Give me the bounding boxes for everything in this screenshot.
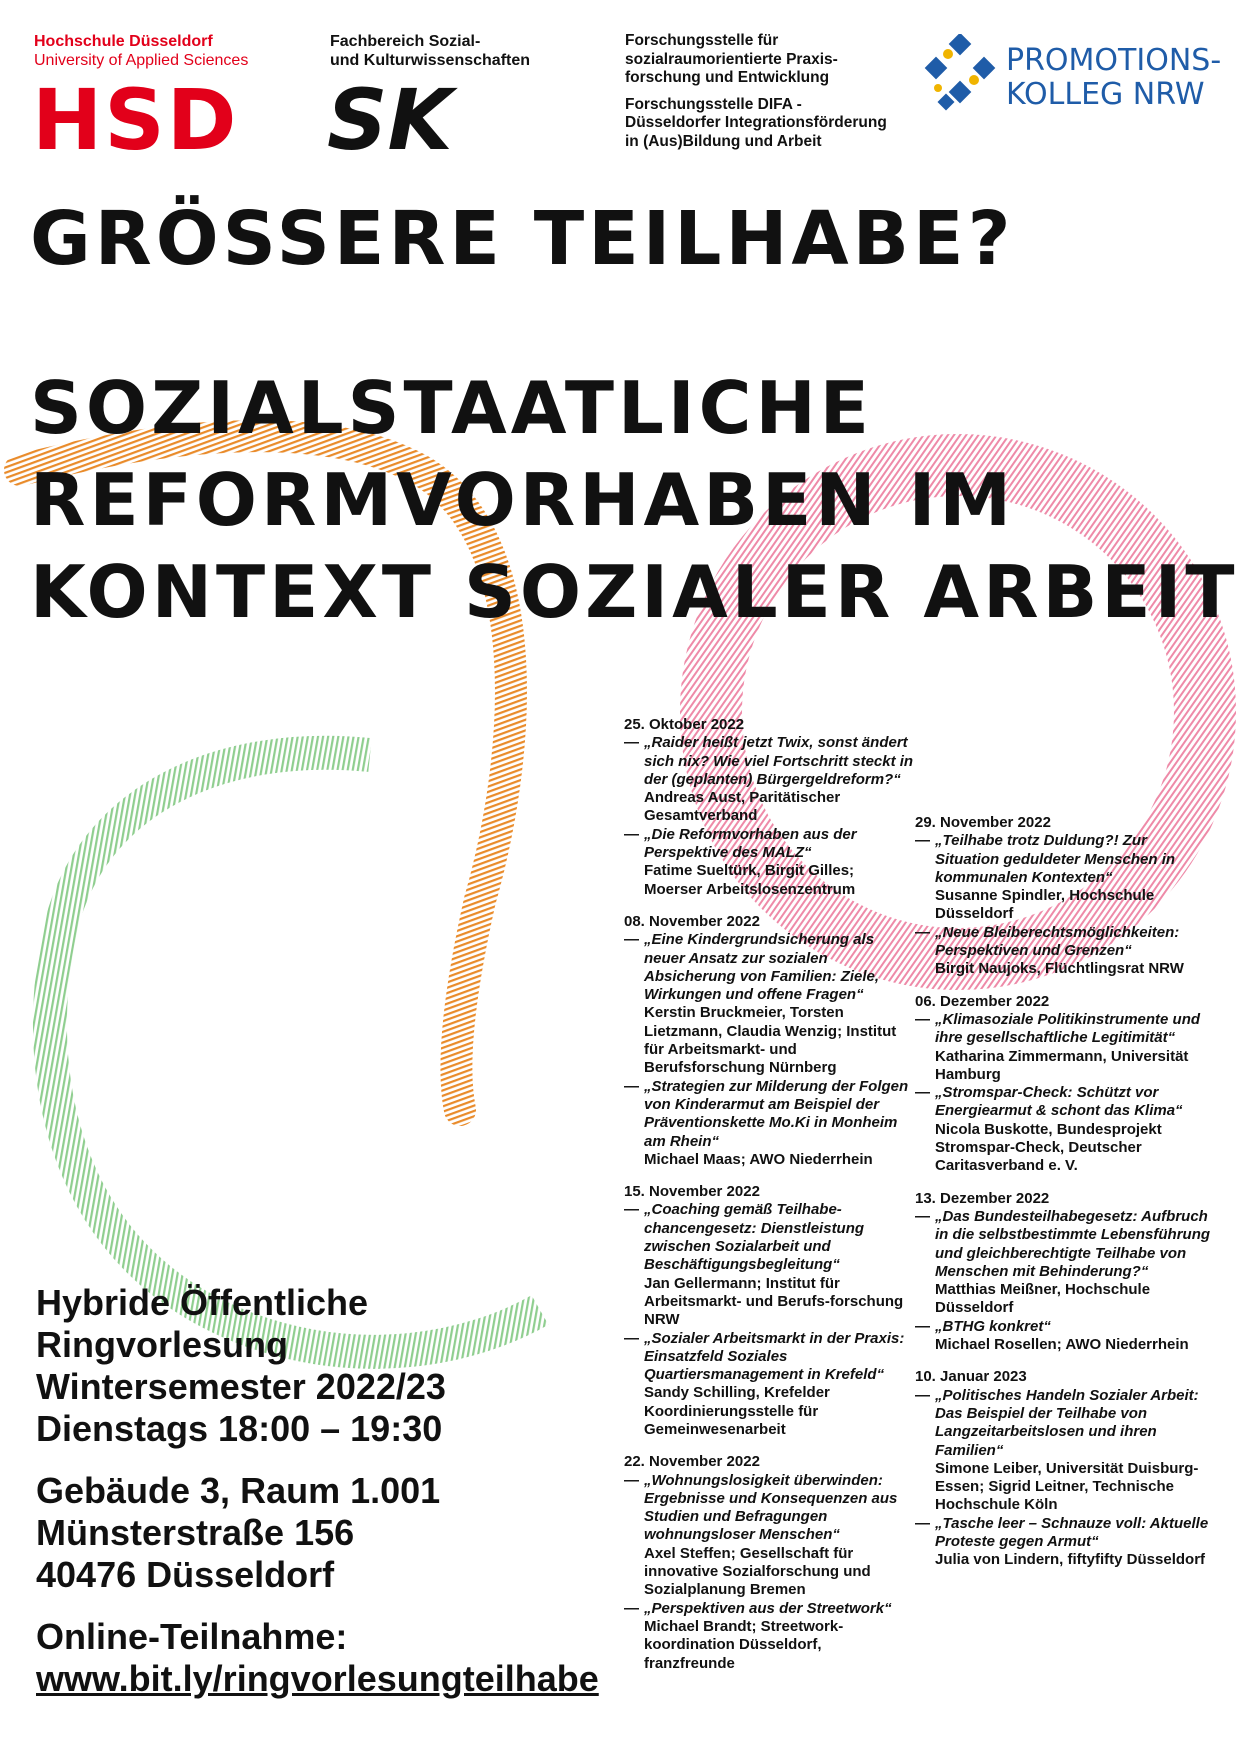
- dash-marker: —: [624, 1599, 639, 1617]
- main-question: GRÖSSERE TEILHABE?: [30, 196, 1015, 282]
- talk-title: „BTHG konkret“: [935, 1317, 1051, 1335]
- dash-marker: —: [915, 923, 930, 941]
- talk-speaker: Julia von Lindern, fiftyfifty Düsseldorf: [935, 1551, 1206, 1569]
- dash-marker: —: [915, 1084, 930, 1102]
- talk: [915, 1318, 1215, 1355]
- talk: [915, 1011, 1215, 1084]
- talk-title: „Teilhabe trotz Duldung?! Zur Situation geduldeter Menschen in kommunalen Kontexten“: [935, 832, 1176, 886]
- research-unit-1: [625, 32, 887, 88]
- talk: [624, 734, 916, 825]
- talk-speaker: Sandy Schilling, Krefelder Koordinierungsstelle für Gemeinwesenarbeit: [644, 1384, 830, 1438]
- dash-marker: —: [624, 1471, 639, 1489]
- research-unit-1-line-2: sozialraumorientierte Praxis-: [625, 50, 838, 68]
- sk-logo: SK: [327, 71, 453, 169]
- dash-marker: —: [624, 1329, 639, 1347]
- title-line-3: KONTEXT SOZIALER ARBEIT: [30, 550, 1239, 634]
- talk-title: „Die Reformvorhaben aus der Perspektive des MALZ“: [644, 825, 857, 862]
- talk-title: „Sozialer Arbeitsmarkt in der Praxis: Einsatzfeld Soziales Quartiersmanagement in Krefeld“: [644, 1329, 905, 1384]
- session-date: 08. November 2022: [624, 912, 760, 930]
- talk: [915, 1208, 1215, 1318]
- event-info: [36, 1282, 636, 1720]
- talk-title: „Eine Kindergrundsicherung als neuer Ansatz zur sozialen Absicherung von Familien: Ziele, Wirkungen und offene Fragen“: [644, 931, 880, 1004]
- talk: [624, 1078, 916, 1169]
- event-online: [36, 1616, 636, 1700]
- dash-marker: —: [915, 1010, 930, 1028]
- talk-speaker: Susanne Spindler, Hochschule Düsseldorf: [935, 887, 1155, 923]
- dash-marker: —: [624, 931, 639, 949]
- talk: [624, 931, 916, 1077]
- schedule-column-left: [624, 716, 916, 1687]
- session: [624, 913, 916, 1169]
- session: [915, 814, 1215, 979]
- online-link[interactable]: www.bit.ly/ringvorlesungteilhabe: [36, 1658, 599, 1699]
- session-date: 10. Januar 2023: [915, 1368, 1027, 1386]
- talk-speaker: Jan Gellermann; Institut für Arbeitsmarkt- und Berufs-forschung NRW: [644, 1274, 904, 1329]
- talk-title: „Strategien zur Milderung der Folgen von Kinderarmut am Beispiel der Präventionskette Mo.Ki in Monheim am Rhein“: [644, 1077, 909, 1150]
- hsd-name: Hochschule Düsseldorf: [34, 33, 213, 50]
- dash-marker: —: [915, 1207, 930, 1225]
- research-unit-1-line-1: Forschungsstelle für: [625, 32, 779, 49]
- dash-marker: —: [624, 734, 639, 752]
- talk: [915, 832, 1215, 923]
- session-date: 25. Oktober 2022: [624, 716, 745, 733]
- talk-speaker: Kerstin Bruckmeier, Torsten Lietzmann, Claudia Wenzig; Institut für Arbeitsmarkt- und Berufsforschung Nürnberg: [644, 1004, 897, 1077]
- info-line-4: Dienstags 18:00 – 19:30: [36, 1408, 443, 1449]
- event-format: [36, 1282, 636, 1450]
- hsd-logo: HSD: [32, 71, 239, 169]
- talk: [915, 1084, 1215, 1175]
- talk-title: „Coaching gemäß Teilhabe-chancengesetz: Dienstleistung zwischen Sozialarbeit und Beschäftigungsbegleitung“: [644, 1201, 865, 1274]
- talk-speaker: Katharina Zimmermann, Universität Hamburg: [935, 1047, 1189, 1083]
- prom-line-2: KOLLEG NRW: [1006, 77, 1205, 112]
- talk-title: „Neue Bleiberechtsmöglichkeiten: Perspektiven und Grenzen“: [935, 923, 1180, 960]
- talk-title: „Stromspar-Check: Schützt vor Energiearmut & schont das Klima“: [935, 1084, 1183, 1120]
- main-title: [30, 362, 1239, 638]
- talk-speaker: Axel Steffen; Gesellschaft für innovative Sozialforschung und Sozialplanung Bremen: [644, 1544, 871, 1599]
- talk-speaker: Andreas Aust, Paritätischer Gesamtverband: [644, 789, 841, 825]
- talk-title: „Perspektiven aus der Streetwork“: [644, 1599, 892, 1617]
- talk-speaker: Nicola Buskotte, Bundesprojekt Stromspar-Check, Deutscher Caritasverband e. V.: [935, 1120, 1162, 1175]
- talk-speaker: Birgit Naujoks, Flüchtlingsrat NRW: [935, 960, 1184, 978]
- talk-title: „Klimasoziale Politikinstrumente und ihre gesellschaftliche Legitimität“: [935, 1010, 1201, 1047]
- info-line-3: Wintersemester 2022/23: [36, 1366, 446, 1407]
- session-date: 29. November 2022: [915, 814, 1051, 831]
- schedule-column-right: [915, 814, 1215, 1584]
- session: [624, 716, 916, 899]
- dash-marker: —: [915, 1317, 930, 1335]
- promotionskolleg-logo-icon: [918, 34, 1016, 126]
- talk-title: „Politisches Handeln Sozialer Arbeit: Das Beispiel der Teilhabe von Langzeitarbeitslosen und ihren Familien“: [935, 1386, 1199, 1459]
- talk-speaker: Michael Maas; AWO Niederrhein: [644, 1150, 873, 1168]
- faculty-header: [330, 32, 530, 70]
- session: [915, 1190, 1215, 1355]
- session: [624, 1183, 916, 1439]
- faculty-line-2: und Kulturwissenschaften: [330, 52, 531, 69]
- talk-title: „Wohnungslosigkeit überwinden: Ergebnisse und Konsequenzen aus Studien und Befragungen wohnungsloser Menschen“: [644, 1471, 898, 1544]
- info-line-1: Hybride Öffentliche: [36, 1282, 369, 1323]
- info-line-8: Online-Teilnahme:: [36, 1616, 348, 1657]
- research-unit-2-line-2: Düsseldorfer Integrationsförderung: [625, 114, 887, 131]
- research-unit-2-line-1: Forschungsstelle DIFA -: [625, 95, 802, 113]
- dash-marker: —: [624, 1201, 639, 1219]
- dash-marker: —: [624, 825, 639, 843]
- research-unit-2-line-3: in (Aus)Bildung und Arbeit: [625, 132, 822, 150]
- title-line-2: REFORMVORHABEN IM: [30, 458, 1016, 542]
- talk: [915, 1387, 1215, 1515]
- talk-speaker: Matthias Meißner, Hochschule Düsseldorf: [935, 1281, 1151, 1317]
- info-line-7: 40476 Düsseldorf: [36, 1554, 335, 1595]
- talk-title: „Raider heißt jetzt Twix, sonst ändert sich nix? Wie viel Fortschritt steckt in der (geplanten) Bürgergeldreform?“: [644, 734, 914, 788]
- talk: [915, 924, 1215, 979]
- title-line-1: SOZIALSTAATLICHE: [30, 366, 873, 450]
- talk-speaker: Simone Leiber, Universität Duisburg-Essen; Sigrid Leitner, Technische Hochschule Köln: [935, 1459, 1199, 1514]
- talk-speaker: Fatime Sueltürk, Birgit Gilles; Moerser Arbeitslosenzentrum: [644, 862, 856, 898]
- dash-marker: —: [915, 832, 930, 850]
- dash-marker: —: [915, 1514, 930, 1532]
- hsd-subtitle: University of Applied Sciences: [34, 52, 249, 69]
- promotionskolleg-name: [1006, 44, 1221, 112]
- talk-speaker: Michael Rosellen; AWO Niederrhein: [935, 1336, 1189, 1354]
- prom-line-1: PROMOTIONS-: [1006, 43, 1222, 78]
- dash-marker: —: [915, 1386, 930, 1404]
- talk: [624, 1600, 916, 1673]
- session-date: 13. Dezember 2022: [915, 1189, 1050, 1207]
- research-unit-2: [625, 96, 887, 152]
- talk: [624, 826, 916, 899]
- research-unit-1-line-3: forschung und Entwicklung: [625, 69, 830, 86]
- session: [915, 1368, 1215, 1569]
- faculty-line-1: Fachbereich Sozial-: [330, 33, 481, 50]
- talk: [624, 1472, 916, 1600]
- talk-speaker: Michael Brandt; Streetwork-koordination Düsseldorf, franzfreunde: [644, 1617, 844, 1672]
- talk: [915, 1515, 1215, 1570]
- hsd-header: [34, 32, 248, 70]
- research-units: [625, 32, 887, 151]
- info-line-2: Ringvorlesung: [36, 1324, 289, 1365]
- talk: [624, 1201, 916, 1329]
- session-date: 15. November 2022: [624, 1183, 760, 1201]
- session: [915, 993, 1215, 1176]
- info-line-5: Gebäude 3, Raum 1.001: [36, 1470, 441, 1511]
- talk-title: „Das Bundesteilhabegesetz: Aufbruch in die selbstbestimmte Lebensführung und gleichberechtigte Teilhabe von Menschen mit Behinderung?“: [935, 1207, 1211, 1280]
- session-date: 22. November 2022: [624, 1453, 760, 1471]
- session: [624, 1453, 916, 1673]
- session-date: 06. Dezember 2022: [915, 992, 1050, 1010]
- dash-marker: —: [624, 1077, 639, 1095]
- talk-title: „Tasche leer – Schnauze voll: Aktuelle Proteste gegen Armut“: [935, 1514, 1209, 1550]
- info-line-6: Münsterstraße 156: [36, 1512, 355, 1553]
- event-location: [36, 1470, 636, 1596]
- talk: [624, 1330, 916, 1440]
